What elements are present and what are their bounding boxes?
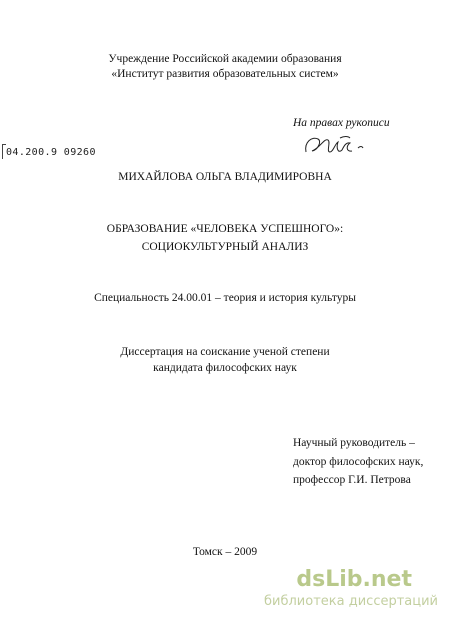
- advisor-line-2: доктор философских наук,: [293, 456, 424, 468]
- watermark: [242, 567, 442, 613]
- watermark-logo: dsLib.net: [296, 567, 412, 592]
- dissertation-title-line-1: ОБРАЗОВАНИЕ «ЧЕЛОВЕКА УСПЕШНОГО»:: [106, 223, 344, 235]
- degree-line-1: Диссертация на соискание ученой степени: [120, 346, 330, 358]
- advisor-line-3: профессор Г.И. Петрова: [293, 474, 411, 486]
- watermark-subtitle: библиотека диссертаций: [264, 594, 438, 609]
- signature-image: [300, 130, 380, 160]
- institution-line-2: «Институт развития образовательных систем»: [111, 68, 339, 80]
- specialty-text: Специальность 24.00.01 – теория и история культуры: [94, 292, 356, 304]
- author-name: МИХАЙЛОВА ОЛЬГА ВЛАДИМИРОВНА: [118, 171, 332, 183]
- institution-line-1: Учреждение Российской академии образования: [108, 53, 342, 65]
- city-year: Томск – 2009: [192, 546, 258, 558]
- registration-stamp: 04.200.9 09260: [6, 147, 96, 158]
- advisor-line-1: Научный руководитель –: [293, 437, 415, 449]
- dissertation-title-line-2: СОЦИОКУЛЬТУРНЫЙ АНАЛИЗ: [141, 241, 309, 253]
- degree-line-2: кандидата философских наук: [153, 362, 297, 374]
- rights-label: На правах рукописи: [293, 117, 390, 129]
